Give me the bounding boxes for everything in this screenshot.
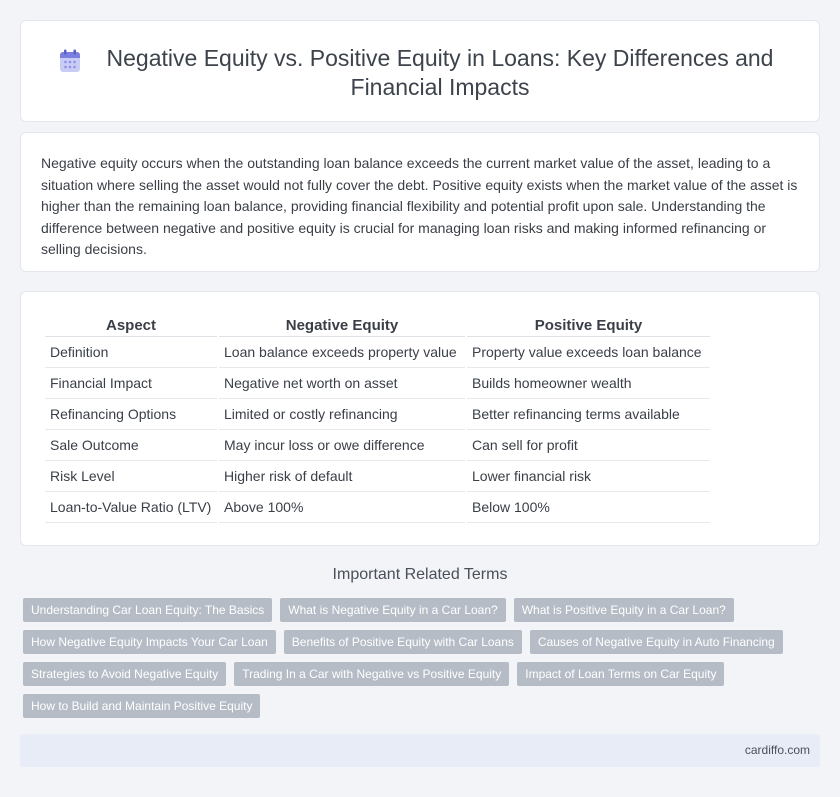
table-row: [45, 492, 710, 523]
table-row: [45, 368, 710, 399]
related-term-tag[interactable]: Understanding Car Loan Equity: The Basics: [23, 598, 272, 622]
table-cell: May incur loss or owe difference: [219, 430, 465, 461]
footer-site-name: cardiffo.com: [744, 743, 810, 757]
title-wrap: [21, 44, 819, 102]
related-term-tag[interactable]: How Negative Equity Impacts Your Car Loan: [23, 630, 276, 654]
related-term-tag[interactable]: Causes of Negative Equity in Auto Financing: [530, 630, 783, 654]
tag-row: [23, 630, 813, 654]
table-cell: Higher risk of default: [219, 461, 465, 492]
table-row: [45, 337, 710, 368]
tag-row: [23, 598, 813, 622]
table-cell: Limited or costly refinancing: [219, 399, 465, 430]
table-cell: Builds homeowner wealth: [467, 368, 710, 399]
related-term-tag[interactable]: What is Positive Equity in a Car Loan?: [514, 598, 734, 622]
page-title: Negative Equity vs. Positive Equity in Loans: Key Differences and Financial Impacts: [106, 45, 774, 100]
comparison-table: [43, 315, 712, 523]
related-terms-list: [23, 598, 813, 726]
tag-row: [23, 662, 813, 686]
related-term-tag[interactable]: Benefits of Positive Equity with Car Loans: [284, 630, 522, 654]
related-term-tag[interactable]: How to Build and Maintain Positive Equity: [23, 694, 260, 718]
table-cell: Lower financial risk: [467, 461, 710, 492]
column-header-aspect: Aspect: [45, 315, 217, 337]
table-cell: Definition: [45, 337, 217, 368]
table-cell: Loan balance exceeds property value: [219, 337, 465, 368]
table-cell: Refinancing Options: [45, 399, 217, 430]
calendar-icon: [59, 49, 81, 73]
table-cell: Sale Outcome: [45, 430, 217, 461]
table-cell: Below 100%: [467, 492, 710, 523]
intro-paragraph: Negative equity occurs when the outstanding loan balance exceeds the current market value of the asset, leading to a situation where selling the asset would not fully cover the debt. Positive equity exists when the market value of the asset is higher than the remaining loan balance, providing financial flexibility and potential profit upon sale. Understanding the difference between negative and positive equity is crucial for managing loan risks and making informed refinancing or selling decisions.: [41, 155, 798, 257]
title-card: [20, 20, 820, 122]
footer: [20, 734, 820, 767]
table-row: [45, 461, 710, 492]
related-term-tag[interactable]: Impact of Loan Terms on Car Equity: [517, 662, 724, 686]
table-cell: Better refinancing terms available: [467, 399, 710, 430]
column-header-positive-equity: Positive Equity: [467, 315, 710, 337]
table-row: [45, 399, 710, 430]
tag-row: [23, 694, 813, 718]
table-header-row: [45, 315, 710, 337]
intro-card: [20, 132, 820, 272]
column-header-negative-equity: Negative Equity: [219, 315, 465, 337]
table-cell: Risk Level: [45, 461, 217, 492]
related-terms-heading: Important Related Terms: [332, 566, 508, 583]
related-term-tag[interactable]: What is Negative Equity in a Car Loan?: [280, 598, 505, 622]
table-cell: Property value exceeds loan balance: [467, 337, 710, 368]
table-cell: Financial Impact: [45, 368, 217, 399]
table-cell: Negative net worth on asset: [219, 368, 465, 399]
table-cell: Can sell for profit: [467, 430, 710, 461]
table-cell: Above 100%: [219, 492, 465, 523]
table-cell: Loan-to-Value Ratio (LTV): [45, 492, 217, 523]
table-row: [45, 430, 710, 461]
related-term-tag[interactable]: Strategies to Avoid Negative Equity: [23, 662, 226, 686]
related-term-tag[interactable]: Trading In a Car with Negative vs Positive Equity: [234, 662, 509, 686]
comparison-card: [20, 291, 820, 546]
